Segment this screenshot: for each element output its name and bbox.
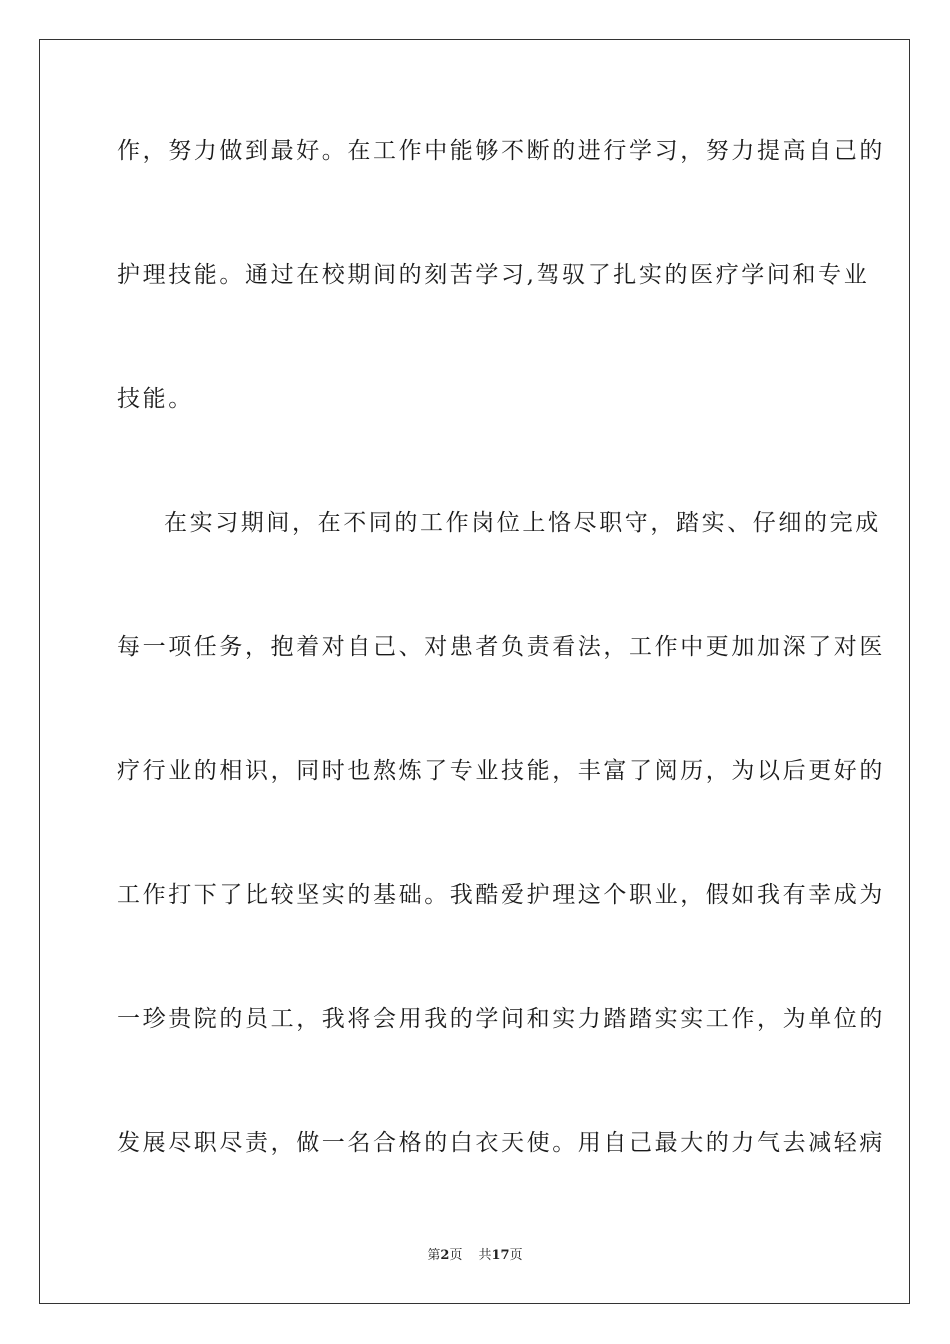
- paragraph-line: 技能。: [117, 386, 194, 412]
- paragraph-line: 一珍贵院的员工，我将会用我的学问和实力踏踏实实工作，为单位的: [117, 1006, 885, 1032]
- paragraph-line: 疗行业的相识，同时也熬炼了专业技能，丰富了阅历，为以后更好的: [117, 758, 885, 784]
- paragraph-line: 护理技能。通过在校期间的刻苦学习,驾驭了扎实的医疗学问和专业: [117, 262, 870, 288]
- paragraph-line: 作，努力做到最好。在工作中能够不断的进行学习，努力提高自己的: [117, 138, 885, 164]
- paragraph-line: 每一项任务，抱着对自己、对患者负责看法，工作中更加加深了对医: [117, 634, 885, 660]
- total-page-count: 17: [491, 1248, 510, 1263]
- paragraph-line: 在实习期间，在不同的工作岗位上恪尽职守，踏实、仔细的完成: [164, 510, 881, 536]
- paragraph-line: 发展尽职尽责，做一名合格的白衣天使。用自己最大的力气去减轻病: [117, 1130, 885, 1156]
- total-suffix: 页: [509, 1248, 523, 1263]
- page-border: [39, 39, 910, 1304]
- total-prefix: 共: [478, 1248, 492, 1263]
- current-page-number: 2: [440, 1248, 450, 1263]
- paragraph-line: 工作打下了比较坚实的基础。我酷爱护理这个职业，假如我有幸成为: [117, 882, 885, 908]
- page-suffix: 页: [449, 1248, 463, 1263]
- page-prefix: 第: [427, 1248, 441, 1263]
- page-footer: [0, 1247, 950, 1265]
